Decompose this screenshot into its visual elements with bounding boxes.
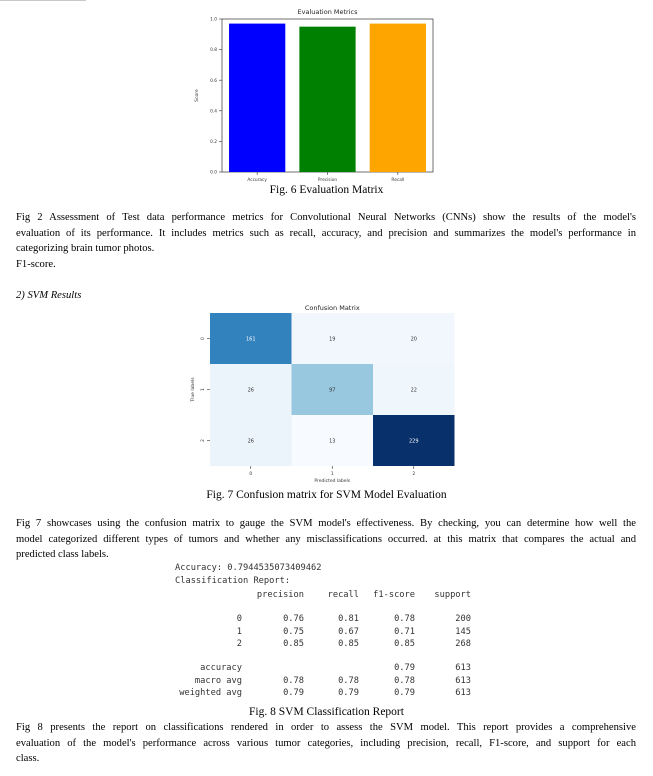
section-heading: 2) SVM Results	[16, 290, 82, 301]
report-header: recall	[327, 590, 359, 600]
fig8-caption: Fig. 8 SVM Classification Report	[249, 706, 404, 718]
x-tick-label: 1	[330, 472, 334, 477]
paragraph-cnn-metrics	[16, 210, 636, 272]
para1-line: categorizing brain tumor photos.	[16, 243, 155, 255]
report-summary-label: macro avg	[194, 675, 242, 686]
report-row-label: 1	[236, 626, 242, 637]
report-cell: 0.85	[338, 639, 359, 649]
report-cell: 145	[455, 626, 471, 637]
y-tick-label: 0.0	[210, 170, 217, 176]
y-tick-label: 0	[201, 337, 206, 340]
cell-value: 161	[245, 336, 256, 343]
report-row-label: 2	[236, 639, 242, 649]
top-rule	[0, 0, 86, 1]
cell-value: 229	[408, 438, 419, 445]
report-cell: 0.78	[338, 675, 359, 686]
cell-value: 26	[247, 387, 254, 394]
report-summary-label: accuracy	[200, 663, 242, 673]
para3-line: Fig 8 presents the report on classifications rendered in order to assess the SVM model. This report provides a comprehensive	[16, 722, 636, 733]
para2-line: model categorized different types of tumors and whether any misclassifications occurred. at this matrix that compares the actual and	[16, 533, 636, 545]
evaluation-metrics-chart	[188, 6, 448, 184]
report-cell: 613	[455, 675, 471, 686]
para3-line: evaluation of the model's performance across various tumor categories, including precision, recall, F1-score, and support for each	[16, 737, 636, 749]
fig6-caption: Fig. 6 Evaluation Matrix	[269, 184, 384, 196]
classification-report	[170, 563, 490, 703]
x-tick-label: Accuracy	[247, 178, 267, 183]
report-title: Classification Report:	[175, 576, 291, 586]
report-header: f1-score	[373, 590, 415, 600]
para1-line: Fig 2 Assessment of Test data performance metrics for Convolutional Neural Networks (CNNs) show the results of the model's	[16, 212, 636, 223]
report-cell: 0.75	[283, 626, 304, 637]
report-cell: 0.85	[283, 639, 304, 649]
report-summary-label: weighted avg	[179, 688, 242, 698]
y-tick-label: 1.0	[210, 17, 217, 23]
report-cell: 0.79	[394, 663, 415, 673]
y-tick-label: 0.6	[210, 78, 217, 84]
cell-value: 19	[329, 336, 336, 343]
report-cell: 0.79	[394, 688, 415, 698]
report-cell: 0.76	[283, 614, 304, 624]
report-row-label: 0	[236, 614, 242, 624]
chart-title: Evaluation Metrics	[297, 8, 358, 16]
bar-recall	[370, 24, 426, 172]
para2-line: Fig 7 showcases using the confusion matrix to gauge the SVM model's effectiveness. By checking, you can determine how well the	[16, 518, 636, 529]
report-cell: 0.79	[338, 688, 359, 698]
cell-value: 22	[410, 387, 417, 394]
report-cell: 0.78	[283, 675, 304, 686]
cell-value: 20	[410, 336, 417, 343]
report-cell: 0.71	[394, 626, 415, 637]
para1-tail: F1-score.	[16, 258, 56, 270]
report-cell: 0.67	[338, 626, 359, 637]
report-header: precision	[256, 590, 304, 600]
y-tick-label: 0.2	[210, 140, 217, 145]
y-tick-label: 0.4	[210, 109, 217, 115]
report-cell: 613	[455, 663, 471, 673]
x-tick-label: 0	[249, 472, 253, 477]
paragraph-classification-report	[16, 720, 636, 767]
para1-line: evaluation of its performance. It includes metrics such as recall, accuracy, and precision and summarizes the model's performance in	[16, 227, 636, 239]
report-cell: 0.78	[394, 614, 415, 624]
report-cell: 268	[455, 639, 471, 649]
bar-precision	[299, 27, 355, 172]
y-axis-label: True labels	[191, 377, 196, 402]
cell-value: 26	[247, 438, 254, 445]
y-axis-label: Score	[195, 89, 200, 102]
x-tick-label: 2	[412, 472, 416, 477]
x-axis-label: Predicted labels	[314, 479, 351, 484]
chart-title: Confusion Matrix	[304, 304, 360, 312]
paragraph-confusion-matrix	[16, 516, 636, 563]
y-tick-label: 2	[201, 439, 206, 442]
y-tick-label: 0.8	[210, 48, 217, 54]
para3-line: class.	[16, 753, 40, 765]
report-cell: 200	[455, 614, 471, 624]
report-cell: 0.85	[394, 639, 415, 649]
report-cell: 0.79	[283, 688, 304, 698]
fig7-caption: Fig. 7 Confusion matrix for SVM Model Evaluation	[206, 489, 447, 501]
report-cell: 613	[455, 688, 471, 698]
report-cell: 0.81	[338, 614, 359, 624]
cell-value: 97	[329, 387, 336, 394]
x-tick-label: Precision	[317, 178, 338, 183]
x-tick-label: Recall	[391, 178, 405, 183]
report-cell: 0.78	[394, 675, 415, 686]
confusion-matrix-chart	[188, 301, 473, 488]
cell-value: 13	[329, 438, 336, 445]
y-tick-label: 1	[201, 388, 206, 391]
bar-accuracy	[229, 24, 285, 172]
report-header: support	[434, 590, 471, 600]
report-accuracy: Accuracy: 0.7944535073409462	[175, 563, 322, 573]
para2-line: predicted class labels.	[16, 549, 109, 561]
